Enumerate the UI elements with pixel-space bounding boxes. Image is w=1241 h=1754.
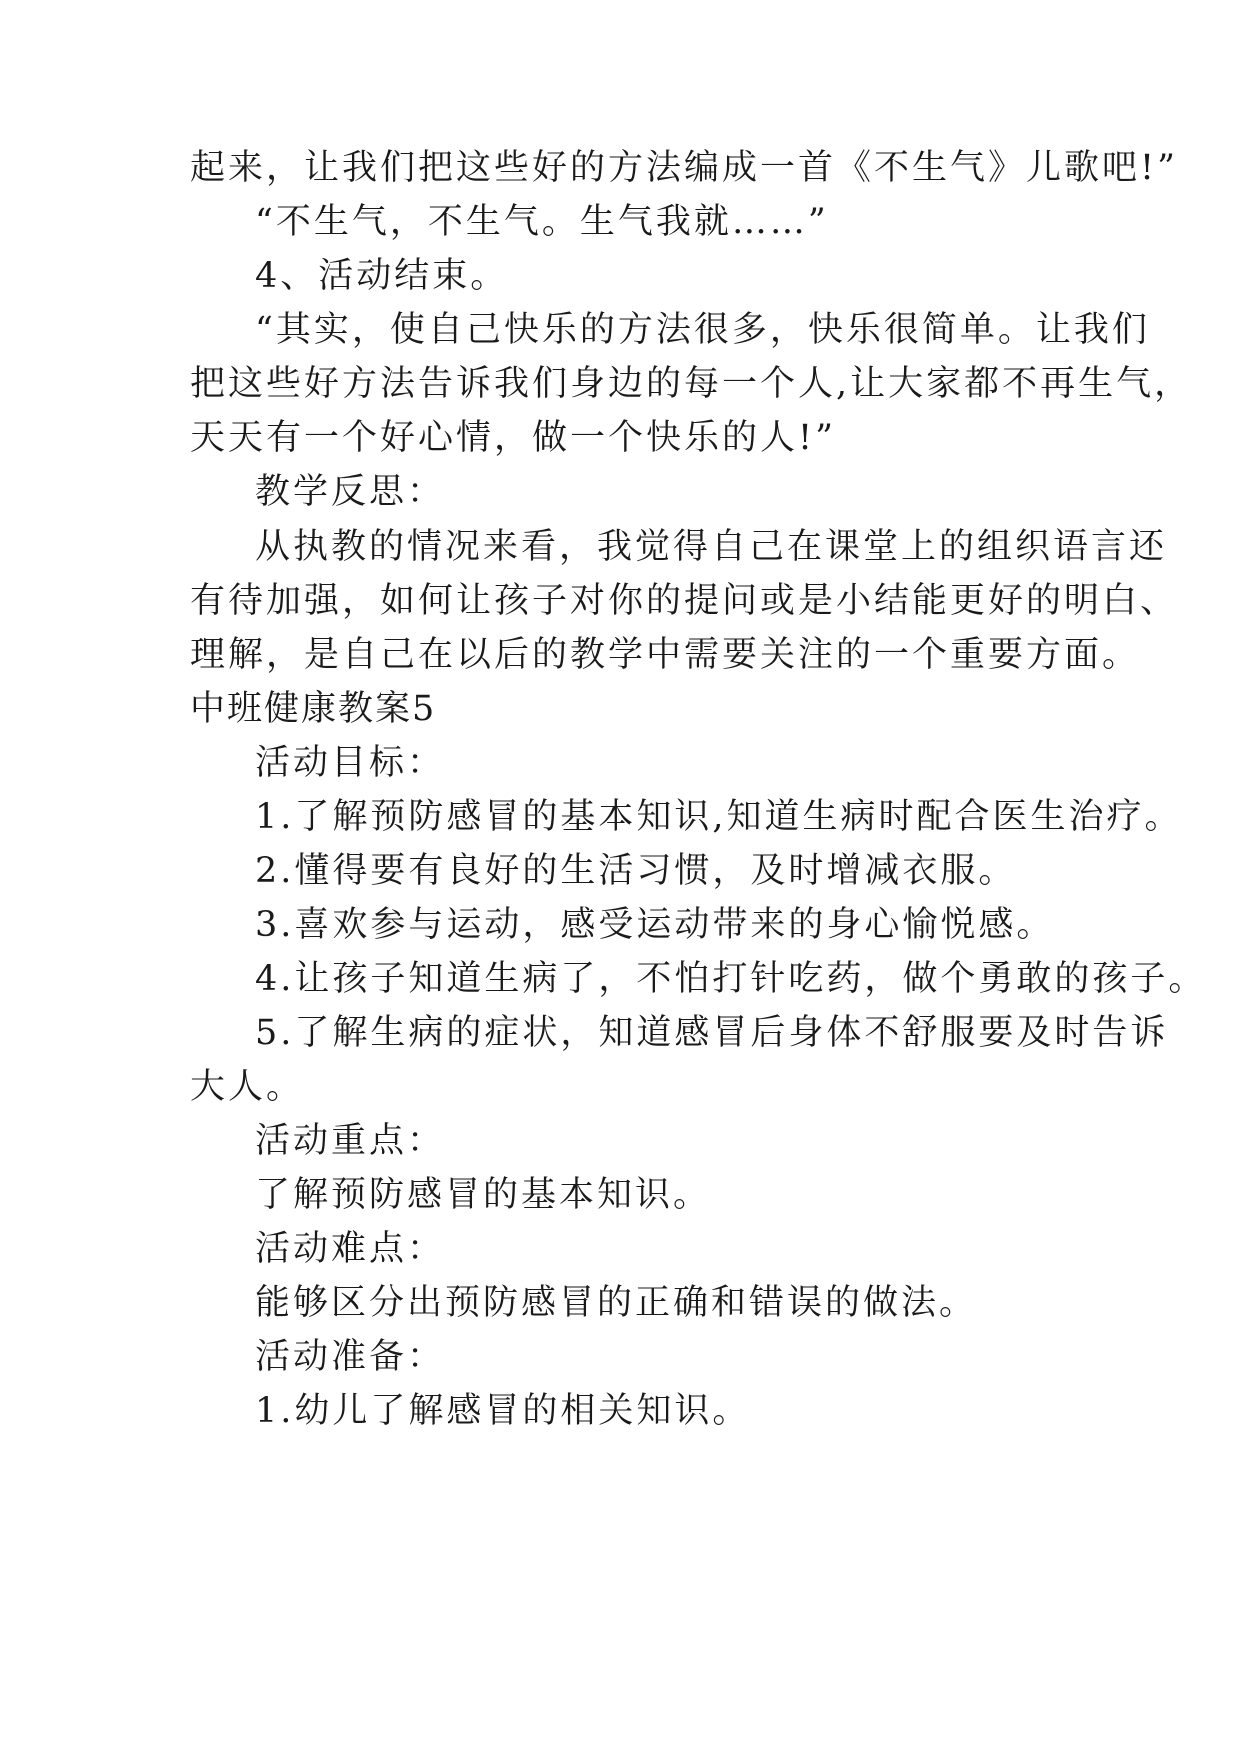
section-label: 活动准备：	[255, 1337, 446, 1377]
list-item: 1.了解预防感冒的基本知识,知道生病时配合医生治疗。	[255, 797, 1183, 837]
document-heading: 中班健康教案5	[190, 689, 437, 729]
section-step-title: 4、活动结束。	[255, 256, 509, 296]
section-label: 活动目标：	[255, 743, 446, 783]
paragraph-line: 能够区分出预防感冒的正确和错误的做法。	[255, 1283, 978, 1323]
paragraph-line: 理解，是自己在以后的教学中需要关注的一个重要方面。	[190, 635, 1141, 675]
paragraph-line: 从执教的情况来看，我觉得自己在课堂上的组织语言还	[255, 527, 1168, 567]
list-item: 4.让孩子知道生病了，不怕打针吃药，做个勇敢的孩子。	[255, 959, 1207, 999]
section-label: 教学反思：	[255, 472, 446, 512]
section-label: 活动难点：	[255, 1229, 446, 1269]
list-item: 2.懂得要有良好的生活习惯，及时增减衣服。	[255, 851, 1017, 891]
section-label: 活动重点：	[255, 1121, 446, 1161]
list-item: 3.喜欢参与运动，感受运动带来的身心愉悦感。	[255, 905, 1055, 945]
paragraph-line: 了解预防感冒的基本知识。	[255, 1175, 712, 1215]
list-item: 1.幼儿了解感冒的相关知识。	[255, 1391, 751, 1431]
paragraph-line: 起来，让我们把这些好的方法编成一首《不生气》儿歌吧!”	[190, 148, 1178, 188]
list-item: 5.了解生病的症状，知道感冒后身体不舒服要及时告诉	[255, 1013, 1169, 1053]
paragraph-line: “其实，使自己快乐的方法很多，快乐很简单。让我们	[255, 310, 1150, 350]
paragraph-line: 把这些好方法告诉我们身边的每一个人,让大家都不再生气，	[190, 364, 1193, 404]
paragraph-line: 天天有一个好心情，做一个快乐的人!”	[190, 418, 836, 458]
paragraph-line: 有待加强，如何让孩子对你的提问或是小结能更好的明白、	[190, 581, 1179, 621]
list-item-continuation: 大人。	[190, 1067, 305, 1107]
paragraph-line: “不生气，不生气。生气我就……”	[255, 202, 829, 242]
